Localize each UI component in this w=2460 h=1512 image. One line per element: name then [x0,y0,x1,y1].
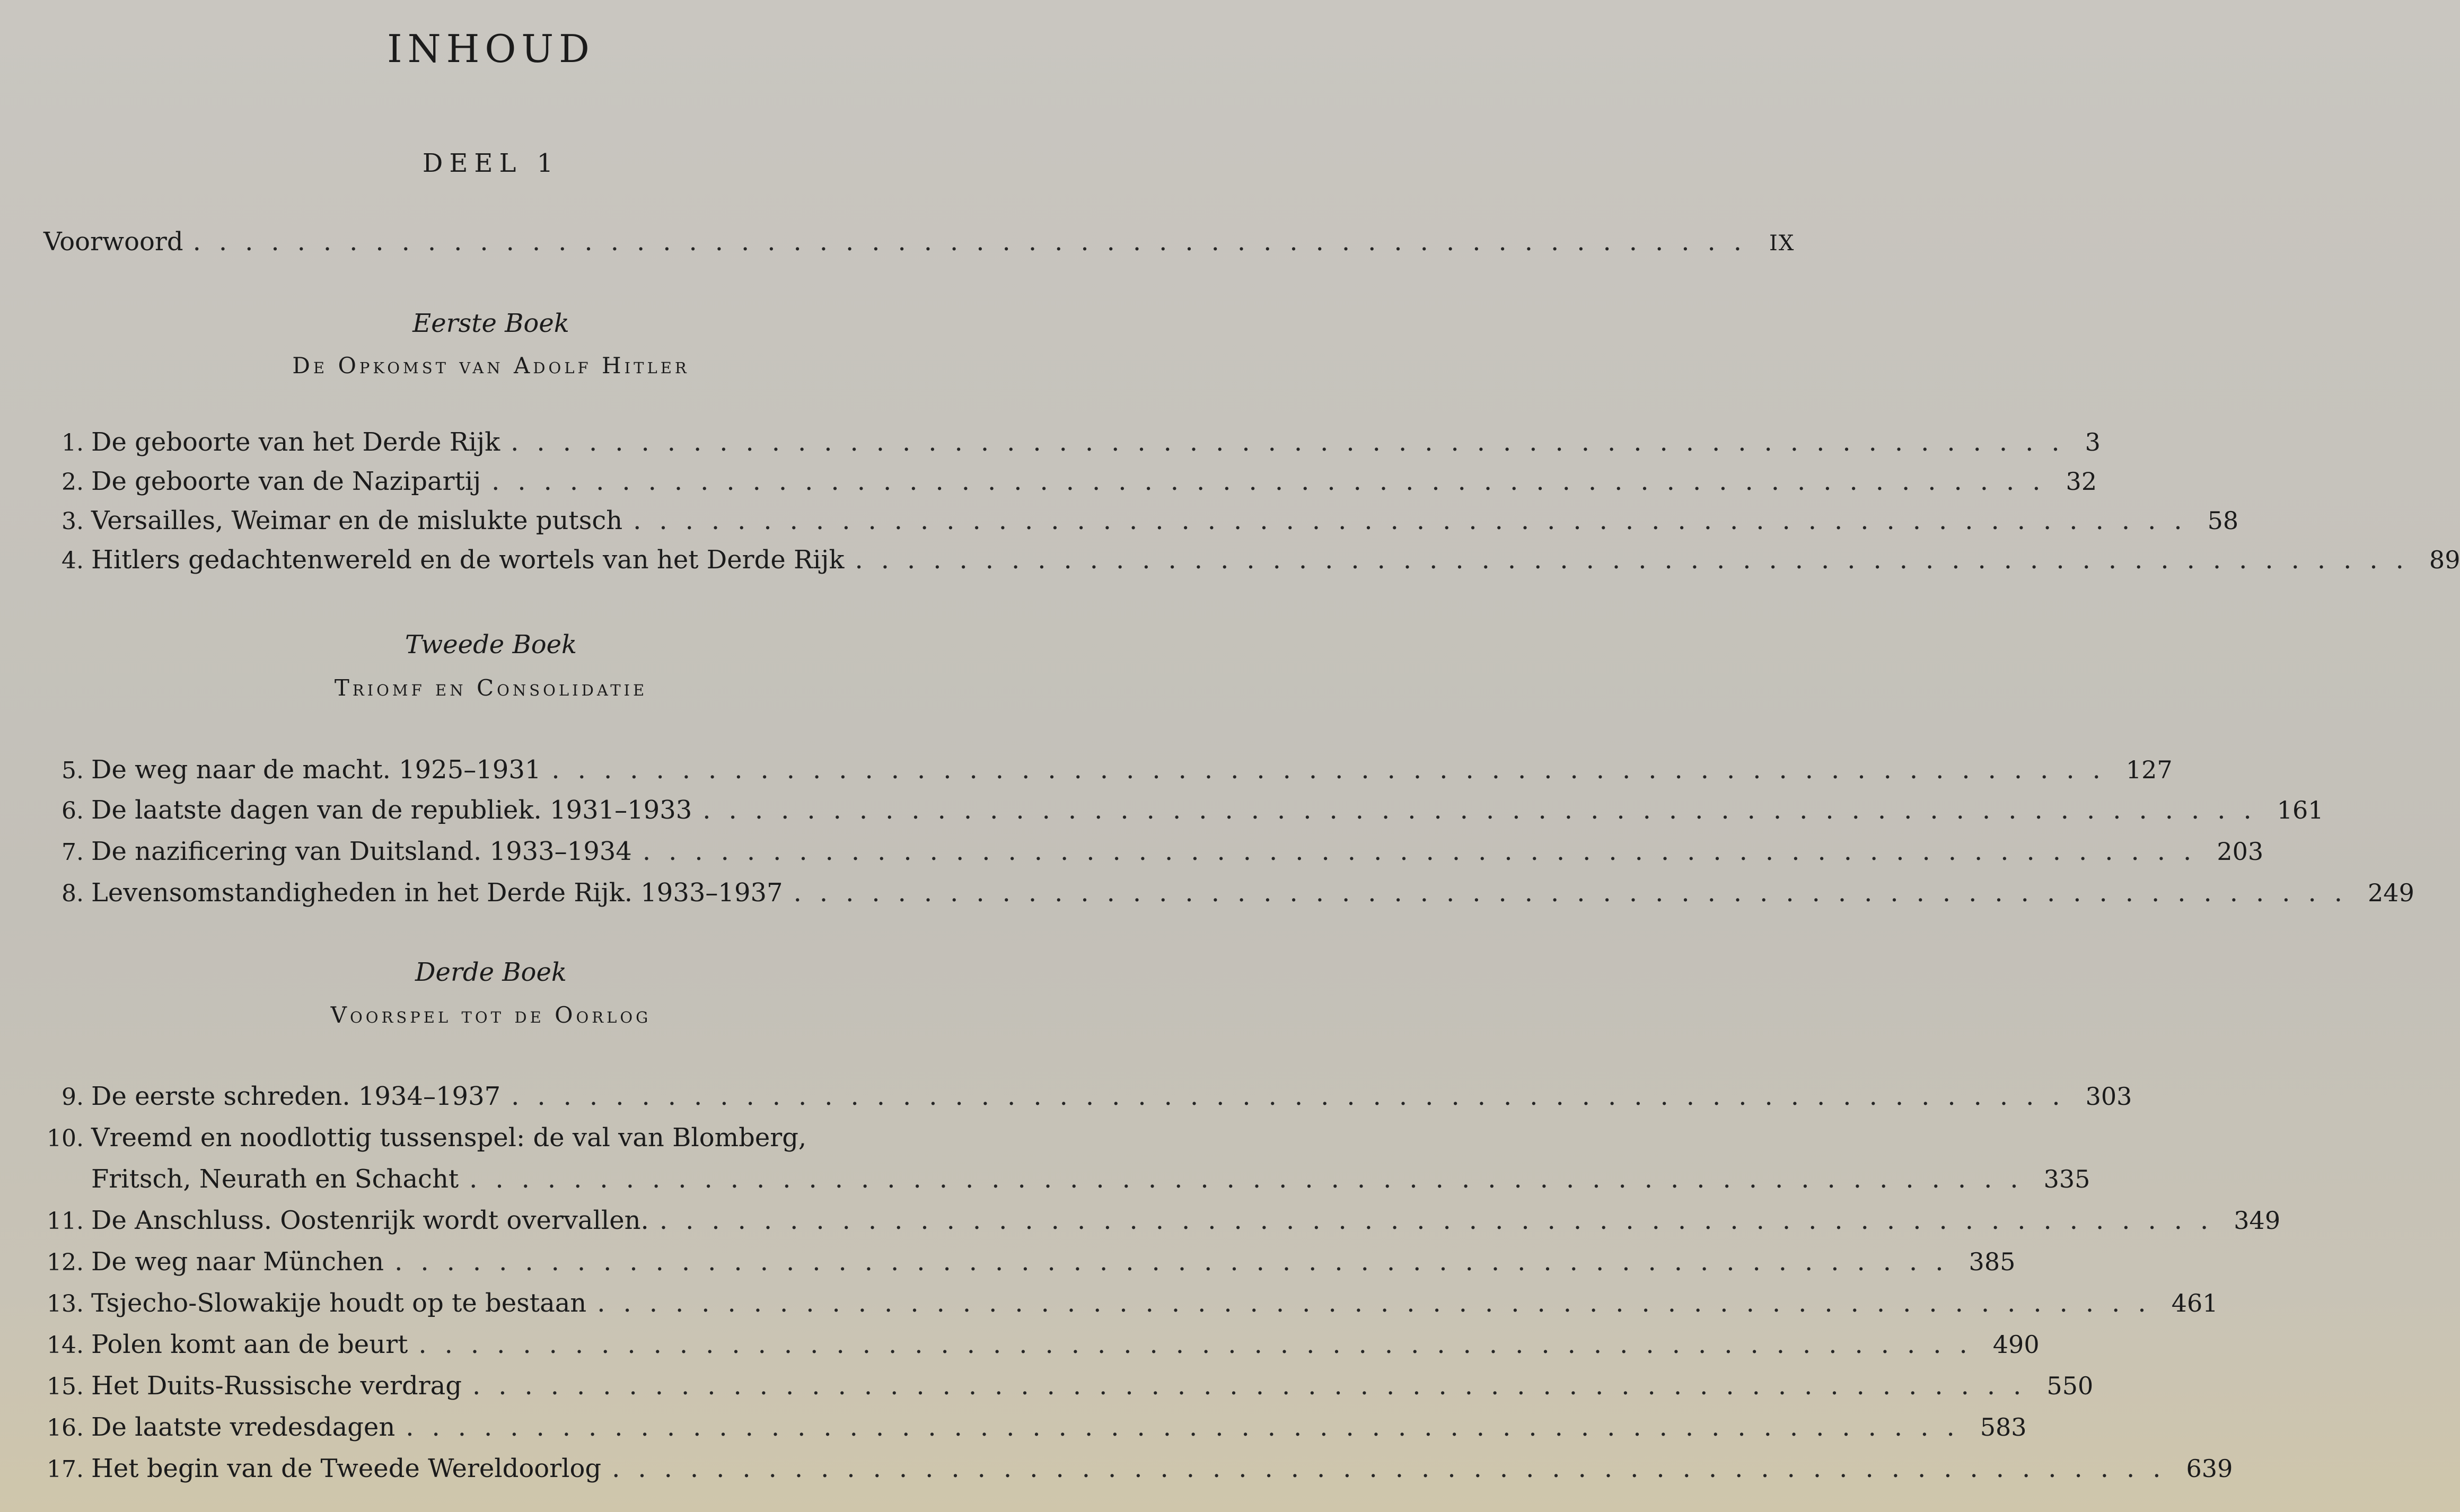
toc-entry [37,1288,2218,1325]
dot-leader: ............................................................ [491,467,2059,496]
book-label-3: Derde Boek [415,957,567,987]
dot-leader: ............................................................ [597,1288,2164,1318]
preface-entry [43,227,1795,262]
dot-leader: ............................................................ [793,878,2361,908]
dot-leader: ............................................................ [702,795,2270,825]
chapter-number: 1. [62,429,84,456]
dot-leader: ............................................................ [612,1454,2179,1483]
page-number: 127 [2125,755,2173,784]
toc-entry [37,545,2460,582]
dot-leader: ............................................................ [472,1371,2040,1401]
dot-leader: ............................................................ [469,1164,2036,1194]
toc-entry [37,1454,2233,1491]
chapter-title: De Anschluss. Oostenrijk wordt overvallen. [91,1206,649,1235]
chapter-number: 12. [47,1249,84,1276]
page-number: 3 [2085,428,2101,456]
dot-leader: ............................................................ [551,755,2119,785]
chapter-number: 2. [62,469,84,496]
chapter-title: De laatste vredesdagen [91,1412,396,1442]
toc-entry [37,467,2097,504]
dot-leader: ............................................................ [659,1206,2227,1235]
chapter-title-continuation: Fritsch, Neurath en Schacht [91,1164,459,1194]
chapter-number: 13. [47,1290,84,1317]
chapter-number: 16. [47,1414,84,1441]
dot-leader: ............................................................ [192,227,1760,257]
page-number: 550 [2046,1372,2094,1400]
page-number: 461 [2171,1289,2218,1317]
chapter-number: 9. [62,1084,84,1111]
chapter-title: De laatste dagen van de republiek. 1931–1933 [91,795,692,825]
chapter-title: Het Duits-Russische verdrag [91,1371,462,1401]
toc-entry [37,1206,2281,1243]
toc-entry [37,1412,2027,1449]
toc-entry [37,1247,2016,1284]
chapter-number: 4. [62,547,84,574]
book-label-2: Tweede Boek [405,630,577,660]
dot-leader: ............................................................ [511,1082,2078,1111]
toc-entry [37,427,2101,464]
page-number: 58 [2207,506,2239,535]
page-number: 89 [2429,546,2460,574]
toc-entry [37,1082,2132,1119]
toc-entry [37,1330,2040,1367]
page-number: 203 [2217,837,2264,866]
chapter-title: Het begin van de Tweede Wereldoorlog [91,1454,602,1483]
chapter-title: De nazificering van Duitsland. 1933–1934 [91,837,632,866]
dot-leader: ............................................................ [855,545,2422,575]
toc-entry [37,878,2414,915]
part-heading: DEEL 1 [422,148,560,178]
page-number: 161 [2277,796,2324,824]
toc-entry [37,1123,938,1160]
page-title: INHOUD [387,27,595,71]
toc-entry [37,837,2264,874]
chapter-number: 8. [62,880,84,907]
dot-leader: ............................................................ [406,1412,1973,1442]
book-label-1: Eerste Boek [412,309,569,338]
chapter-title: Hitlers gedachtenwereld en de wortels van het Derde Rijk [91,545,845,575]
chapter-title: Polen komt aan de beurt [91,1330,408,1359]
chapter-number: 10. [47,1125,84,1152]
page-number: 303 [2085,1082,2132,1111]
page-number: 490 [1992,1330,2040,1359]
preface-page: IX [1769,231,1795,256]
page-number: 385 [1969,1247,2016,1276]
chapter-title: De eerste schreden. 1934–1937 [91,1082,501,1111]
dot-leader: ............................................................ [642,837,2210,866]
page-number: 639 [2186,1454,2233,1483]
chapter-title: De geboorte van het Derde Rijk [91,427,500,457]
chapter-title: De geboorte van de Nazipartij [91,467,481,496]
book-title-3: Voorspel tot de Oorlog [330,1002,652,1028]
chapter-title: De weg naar de macht. 1925–1931 [91,755,541,785]
page-number: 32 [2066,467,2097,496]
dot-leader: ............................................................ [633,506,2200,535]
chapter-title: Vreemd en noodlottig tussenspel: de val van Blomberg, [91,1123,807,1153]
preface-label: Voorwoord [43,227,183,257]
page-number: 335 [2043,1165,2090,1193]
chapter-number: 17. [47,1456,84,1483]
toc-entry-continuation [37,1164,2090,1201]
dot-leader: ............................................................ [418,1330,1985,1359]
page-number: 583 [1980,1413,2027,1441]
toc-entry [37,795,2324,832]
page-number: 349 [2234,1206,2281,1235]
chapter-title: De weg naar München [91,1247,384,1277]
chapter-number: 14. [47,1332,84,1359]
toc-entry [37,755,2173,792]
chapter-number: 11. [47,1208,84,1235]
chapter-number: 5. [62,757,84,784]
toc-entry [37,506,2239,543]
toc-entry [37,1371,2094,1408]
dot-leader: ............................................................ [394,1247,1962,1277]
chapter-title: Versailles, Weimar en de mislukte putsch [91,506,623,535]
chapter-number: 7. [62,839,84,866]
page-number: 249 [2368,878,2414,907]
chapter-title: Tsjecho-Slowakije houdt op te bestaan [91,1288,587,1318]
book-title-2: Triomf en Consolidatie [334,675,648,701]
book-title-1: De Opkomst van Adolf Hitler [292,353,690,379]
chapter-title: Levensomstandigheden in het Derde Rijk. 1933–1937 [91,878,783,908]
chapter-number: 3. [62,508,84,535]
chapter-number: 6. [62,797,84,824]
dot-leader: ............................................................ [511,427,2078,457]
chapter-number: 15. [47,1373,84,1400]
